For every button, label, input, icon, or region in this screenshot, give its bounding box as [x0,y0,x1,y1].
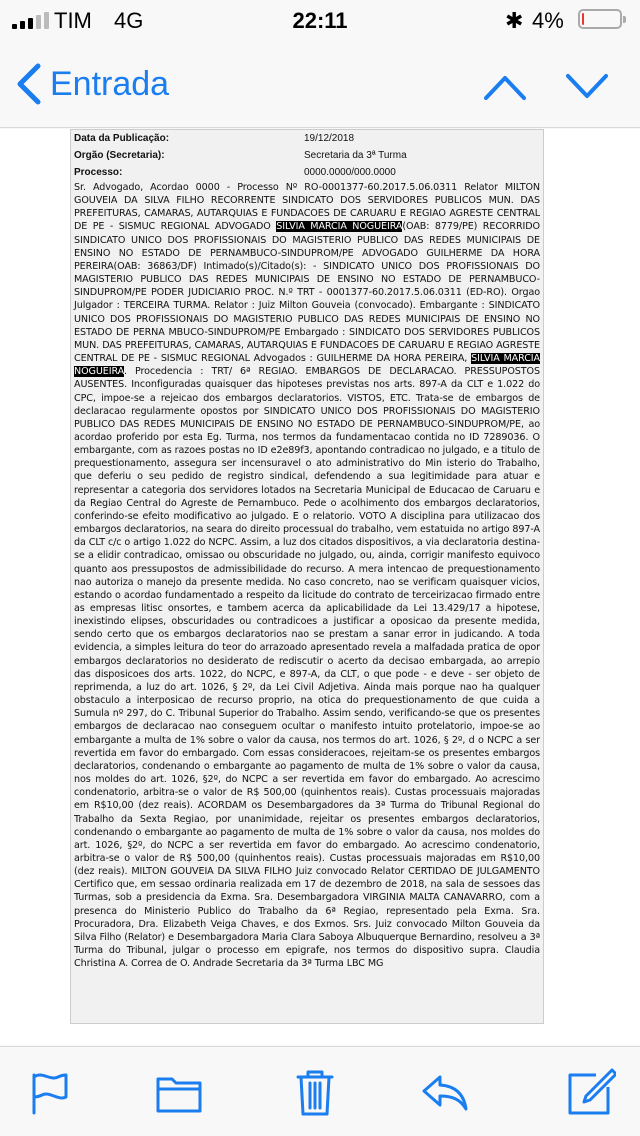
reply-icon [420,1067,470,1117]
delete-button[interactable] [290,1067,340,1117]
status-time: 22:11 [292,8,348,33]
highlighted-name: SILVIA MARCIA NOGUEIRA [74,353,540,378]
reply-button[interactable] [420,1067,470,1117]
meta-label: Data da Publicação: [74,133,170,144]
flag-icon [24,1067,74,1117]
text-segment: Sr. Advogado, Acordao 0000 - Processo Nº RO-0001377-60.2017.5.06.0311 Relator MILTON GOUVEIA DA SILVA FILHO RECORRENTE SINDICATO DOS SERVIDORES PUBLICOS MUN. DAS PREFEITURAS, CAMARAS, AUTARQUIAS E FUNDACOES DE CARUARU E REGIAO AGRESTE CENTRAL DE PE - SISMUC REGIONAL ADVOGADO [74,182,540,233]
text-segment: . Procedencia : TRT/ 6ª REGIAO. EMBARGOS DE DECLARACAO. PRESSUPOSTOS AUSENTES. Inconfiguradas quaisquer das hipoteses previstas nos arts. 897-A da CLT e 1.022 do CPC, impoe-se a rejeicao dos embargos declaratorios. VISTOS, ETC. Trata-se de embargos de declaracao regularmente opostos por SINDICATO UNICO DOS PROFISSIONAIS DO MAGISTERIO PUBLICO DAS REDES MUNICIPAIS DE ENSINO NO ESTADO DE PERNAMBUCO-SINDUPROM/PE, ao acordao proferido por esta Eg. Turma, nos termos da fundamentacao contida no ID 7289036. O embargante, com as razoes postas no ID e2e89f3, apontando contradicao no julgado, e a titulo de prequestionamento, assegura ser incensuravel o ato administrativo do Min isterio do Trabalho, que deferiu o seu pedido de registro sindical, defendendo a sua legitimidade para atuar e representar a categoria dos servidores lotados na Secretaria Municipal de Educacao de Caruaru e da Regiao Central do Agreste de Pernambuco. Pede o acolhimento dos embargos declaratorios, conferindo-se efeito modificativo ao julgado. E o relatorio. VOTO A disciplina para utilizacao dos embargos declaratorios, na seara do direito processual do trabalho, vem estatuida no artigo 897-A da CLT c/c o artigo 1.022 do NCPC. Assim, a luz dos citados dispositivos, a via declaratoria destina-se a elidir contradicao, omissao ou obscuridade no julgado, ou, ainda, corrigir manifesto equivoco quanto aos pressupostos de admissibilidade do recurso. A mera intencao de prequestionamento nao autoriza o manejo da presente medida. No caso concreto, nao se verificam quaisquer vicios, estando o acordao fundamentado a respeito da licitude do contrato de terceirizacao firmado entre as empresas litisc onsortes, e tambem acerca da aplicabilidade da Lei 13.429/17 a hipotese, inexistindo elipses, obscuridades ou contradicoes a justificar a oposicao da presente medida, sendo certo que os embargos declaratorios nao se prestam a sanar error in judicando. A toda evidencia, a simples leitura do teor do arrazoado apresentado revela a malfadada pratica de opor embargos declaratorios no desiderato de rediscutir o acerto da decisao embargada, ao arrepio das disposicoes dos arts. 1022, do NCPC, e 897-A, da CLT, o que pode - e deve - ser objeto de reprimenda, a luz do art. 1026, § 2º, da Lei Civil Adjetiva. Ainda mais porque nao ha qualquer obstaculo a interposicao de recurso proprio, na otica do prequestionamento de que cuida a Sumula nº 297, do C. Tribunal Superior do Trabalho. Assim sendo, verificando-se que os presentes embargos de declaracao nao conseguem ocultar o manifesto intuito protelatorio, impoe-se ao embargante a multa de 1% sobre o valor da causa, nos termos do art. 1026, § 2º, d o NCPC a ser revertida em favor do embargado. Com essas consideracoes, rejeitam-se os presentes embargos declaratorios, condenando o embargante ao pagamento de multa de 1% sobre o valor da causa, nos moldes do art. 1026, §2º, do NCPC a ser revertida em favor do embargado. Ao acrescimo condenatorio, arbitra-se o valor de R$ 500,00 (quinhentos reais). Custas processuais majoradas em R$10,00 (dez reais). ACORDAM os Desembargadores da 3ª Turma do Tribunal Regional do Trabalho da Sexta Regiao, por unanimidade, rejeitar os presentes embargos declaratorios, condenando o embargante ao pagamento de multa de 1% sobre o valor da causa, nos moldes do art. 1026, §2º, do NCPC a ser revertida em favor do embargado. Ao acrescimo condenatorio, arbitra-se o valor de R$ 500,00 (quinhentos reais). Custas processuais majoradas em R$10,00 (dez reais). MILTON GOUVEIA DA SILVA FILHO Juiz convocado Relator CERTIDAO DE JULGAMENTO Certifico que, em sessao ordinaria realizada em 17 de dezembro de 2018, na sala de sessoes das Turmas, sob a presidencia da Exma. Sra. Desembargadora VIRGINIA MALTA CANAVARRO, com a presenca do Ministerio Publico do Trabalho da 6ª Regiao, representado pela Exma. Sra. Procuradora, Dra. Elizabeth Veiga Chaves, e dos Exmos. Srs. Juiz convocado Milton Gouveia da Silva Filho (Relator) e Desembargadora Maria Clara Saboya Albuquerque Bernardino, resolveu a 3ª Turma do Tribunal, julgar o processo em epigrafe, nos termos do dispositivo supra. Claudia Christina A. Correa de O. Andrade Secretaria da 3ª Turma LBC MG [74,366,540,970]
navigation-bar [0,40,640,128]
compose-icon [566,1067,616,1117]
document-metadata [71,130,543,181]
document-card [70,129,544,1024]
bluetooth-icon: ✱ [505,8,524,33]
carrier-name: TIM [54,8,92,33]
message-body[interactable] [0,129,640,1045]
status-bar [0,0,640,40]
meta-value: Secretaria da 3ª Turma [304,150,407,161]
meta-value: 19/12/2018 [304,133,355,144]
battery-icon [578,9,622,29]
compose-button[interactable] [566,1067,616,1117]
meta-row [71,147,543,164]
trash-icon [290,1067,340,1117]
flag-button[interactable] [24,1067,74,1117]
meta-row [71,164,543,181]
document-text [71,181,543,970]
meta-label: Orgão (Secretaria): [74,150,165,161]
battery-level [582,13,584,25]
battery-percent: 4% [532,8,564,33]
text-segment: (OAB: 8779/PE) RECORRIDO SINDICATO UNICO DOS PROFISSIONAIS DO MAGISTERIO PUBLICO DAS REDES MUNICIPAIS DE ENSINO NO ESTADO DE PERNAMBUCO-SINDUPROM/PE ADVOGADO GUILHERME DA HORA PEREIRA(OAB: 36863/DF) Intimado(s)/Citado(s): - SINDICATO UNICO DOS PROFISSIONAIS DO MAGISTERIO PUBLICO DAS REDES MUNICIPAIS DE ENSINO NO ESTADO DE PERNAMBUCO-SINDUPROM/PE PODER JUDICIARIO PROC. N.º TRT - 0001377-60.2017.5.06.0311 (ED-RO). Orgao Julgador : TERCEIRA TURMA. Relator : Juiz Milton Gouveia (convocado). Embargante : SINDICATO UNICO DOS PROFISSIONAIS DO MAGISTERIO PUBLICO DAS REDES MUNICIPAIS DE ENSINO NO ESTADO DE PERNA MBUCO-SINDUPROM/PE Embargado : SINDICATO DOS SERVIDORES PUBLICOS MUN. DAS PREFEITURAS, CAMARAS, AUTARQUIAS E FUNDACOES DE CARUARU E REGIAO AGRESTE CENTRAL DE PE - SISMUC REGIONAL Advogados : GUILHERME DA HORA PEREIRA, [74,221,540,365]
meta-row [71,130,543,147]
meta-value: 0000.0000/000.0000 [304,167,396,178]
next-message-button[interactable] [562,66,612,106]
previous-message-button[interactable] [480,66,530,106]
bottom-toolbar [0,1046,640,1136]
highlighted-name: SILVIA MARCIA NOGUEIRA [276,221,403,233]
network-type: 4G [114,8,144,33]
chevron-left-icon [14,62,44,106]
meta-label: Processo: [74,167,123,178]
back-button[interactable] [14,62,169,106]
move-to-folder-button[interactable] [154,1067,204,1117]
back-label: Entrada [50,64,170,103]
folder-icon [154,1067,204,1117]
